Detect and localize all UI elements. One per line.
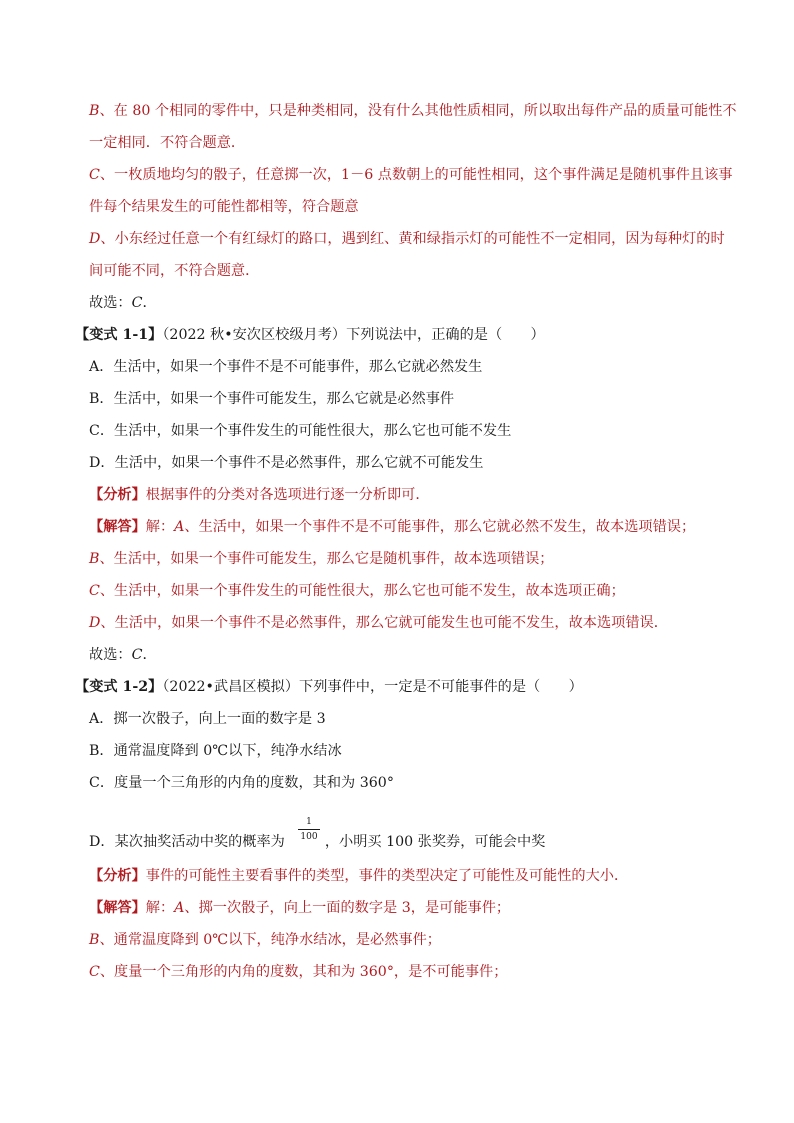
- analysis-tag: 【分析】: [89, 487, 146, 503]
- question-1-1-header: [75, 325, 545, 345]
- question-source: （2022 秋•安次区校级月考）下列说法中，正确的是（ ）: [162, 327, 545, 343]
- question-source: （2022•武昌区模拟）下列事件中，一定是不可能事件的是（ ）: [162, 679, 583, 695]
- solution-d-line1: [89, 229, 725, 249]
- analysis-tag: 【分析】: [89, 868, 146, 884]
- label-b: B: [89, 551, 100, 567]
- question-tag: 【变式 1-1】: [75, 327, 163, 343]
- text-b1: 、在 80 个相同的零件中，只是种类相同，没有什么其他性质相同，所以取出每件产品的质量可能性不: [99, 103, 737, 119]
- solution-c-line2: 件每个结果发生的可能性都相等，符合题意: [89, 199, 359, 215]
- solution-c-line1: [89, 165, 733, 185]
- solution-a: [89, 517, 695, 537]
- label-b: B: [89, 932, 100, 948]
- label-d: D: [89, 615, 101, 631]
- option-c: C．生活中，如果一个事件发生的可能性很大，那么它也可能不发生: [89, 423, 512, 439]
- solution-b: [89, 549, 553, 569]
- option-d-before: D．某次抽奖活动中奖的概率为: [89, 834, 285, 850]
- label-c: C: [89, 964, 100, 980]
- solution-d-line2: 间可能不同，不符合题意．: [89, 263, 260, 279]
- answer-end: ．: [142, 295, 157, 311]
- question-1-2-header: [75, 677, 583, 697]
- analysis-text: 根据事件的分类对各选项进行逐一分析即可．: [145, 487, 430, 503]
- label-c: C: [89, 167, 100, 183]
- solution-tag: 【解答】: [89, 519, 146, 535]
- answer-q1: [89, 645, 157, 665]
- solution-c: [89, 962, 507, 982]
- option-d: D．生活中，如果一个事件不是必然事件，那么它就不可能发生: [89, 455, 484, 471]
- solution-b: [89, 930, 441, 950]
- answer-letter: C: [131, 295, 143, 311]
- text-d: 、生活中，如果一个事件不是必然事件，那么它就可能发生也可能不发生，故本选项错误．: [100, 615, 668, 631]
- solution-a: [89, 898, 510, 918]
- answer-prefix: 故选：: [89, 295, 132, 311]
- label-d: D: [89, 231, 101, 247]
- text-a: 、掷一次骰子，向上一面的数字是 3，是可能事件；: [184, 900, 511, 916]
- solution-b-line1: [89, 101, 737, 121]
- option-b: B．生活中，如果一个事件可能发生，那么它就是必然事件: [89, 391, 455, 407]
- solution-prefix: 解：: [145, 900, 175, 916]
- option-a: A．掷一次骰子，向上一面的数字是 3: [89, 711, 326, 727]
- answer-letter: C: [131, 647, 143, 663]
- answer-end: ．: [142, 647, 157, 663]
- option-b: B．通常温度降到 0℃以下，纯净水结冰: [89, 743, 342, 759]
- probability-fraction: [298, 816, 320, 843]
- option-d-after: ，小明买 100 张奖券，可能会中奖: [324, 834, 546, 850]
- solution-tag: 【解答】: [89, 900, 146, 916]
- text-d1: 、小东经过任意一个有红绿灯的路口，遇到红、黄和绿指示灯的可能性不一定相同，因为每种灯的时: [100, 231, 725, 247]
- solution-prefix: 解：: [145, 519, 175, 535]
- text-c: 、生活中，如果一个事件发生的可能性很大，那么它也可能不发生，故本选项正确；: [99, 583, 625, 599]
- fraction-numerator: 1: [298, 816, 320, 830]
- analysis: [89, 485, 430, 505]
- text-b: 、生活中，如果一个事件可能发生，那么它是随机事件，故本选项错误；: [99, 551, 554, 567]
- answer-prefix: 故选：: [89, 647, 132, 663]
- solution-c: [89, 581, 625, 601]
- solution-d: [89, 613, 668, 633]
- solution-b-line2: 一定相同．不符合题意．: [89, 135, 246, 151]
- option-a: A．生活中，如果一个事件不是不可能事件，那么它就必然发生: [89, 359, 483, 375]
- answer-top: [89, 293, 157, 313]
- text-b: 、通常温度降到 0℃以下，纯净水结冰，是必然事件；: [99, 932, 441, 948]
- text-c1: 、一枚质地均匀的骰子，任意掷一次，1－6 点数朝上的可能性相同，这个事件满足是随机事件且该事: [99, 167, 733, 183]
- text-a: 、生活中，如果一个事件不是不可能事件，那么它就必然不发生，故本选项错误；: [184, 519, 696, 535]
- fraction-denominator: 100: [300, 832, 318, 842]
- analysis: [89, 866, 628, 886]
- label-a: A: [174, 900, 185, 916]
- text-c: 、度量一个三角形的内角的度数，其和为 360°，是不可能事件；: [99, 964, 508, 980]
- question-tag: 【变式 1-2】: [75, 679, 163, 695]
- analysis-text: 事件的可能性主要看事件的类型，事件的类型决定了可能性及可能性的大小．: [145, 868, 629, 884]
- option-c: C．度量一个三角形的内角的度数，其和为 360°: [89, 775, 394, 791]
- label-c: C: [89, 583, 100, 599]
- label-b: B: [89, 103, 100, 119]
- label-a: A: [174, 519, 185, 535]
